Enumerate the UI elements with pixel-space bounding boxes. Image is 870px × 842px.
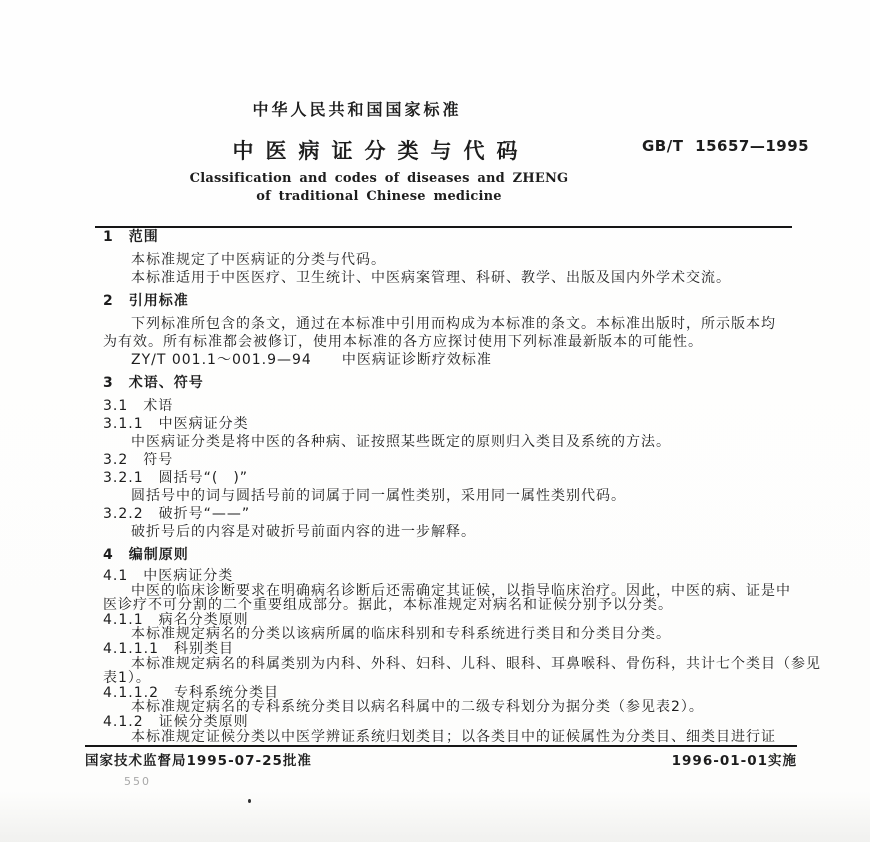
dash-definition-line: 破折号后的内容是对破折号前面内容的进一步解释。 — [131, 524, 476, 540]
document-title: 中医病证分类与代码 — [232, 139, 530, 163]
scope-paragraph-line-1: 本标准规定了中医病证的分类与代码。 — [131, 252, 386, 268]
zheng-classification-line: 本标准规定证候分类以中医学辨证系统归划类目；以各类目中的证候属性为分类目、细类目进行证 — [131, 728, 776, 745]
heading-3-2-2: 3.2.2 破折号“——” — [103, 506, 251, 522]
heading-4-1: 4.1 中医病证分类 — [103, 568, 234, 584]
section-2-heading: 2 引用标准 — [103, 293, 189, 309]
disease-classification-line: 本标准规定病名的分类以该病所属的临床科别和专科系统进行类目和分类目分类。 — [131, 626, 671, 643]
heading-4-1-1-1: 4.1.1.1 科别类目 — [103, 640, 234, 657]
page-number: 550 — [124, 775, 151, 788]
scope-paragraph-line-2: 本标准适用于中医医疗、卫生统计、中医病案管理、科研、教学、出版及国内外学术交流。 — [131, 270, 731, 286]
standard-code: GB/T 15657—1995 — [642, 137, 810, 155]
heading-4-1-1-2: 4.1.1.2 专科系统分类目 — [103, 684, 279, 701]
section-1-heading: 1 范围 — [103, 229, 159, 245]
approval-footer — [85, 749, 797, 769]
references-paragraph-line-2: 为有效。所有标准都会被修订，使用本标准的各方应探讨使用下列标准最新版本的可能性。 — [103, 334, 703, 350]
heading-4-1-2: 4.1.2 证候分类原则 — [103, 713, 249, 730]
specialty-classification-line: 本标准规定病名的专科系统分类目以病名科属中的二级专科划分为据分类（参见表2）。 — [131, 699, 704, 716]
english-title-line-1: Classification and codes of diseases and ZHENG — [189, 171, 569, 186]
national-standard-label: 中华人民共和国国家标准 — [252, 100, 462, 119]
footer-divider-rule — [85, 745, 797, 747]
section-4-heading: 4 编制原则 — [103, 547, 189, 563]
heading-3-1: 3.1 术语 — [103, 398, 174, 414]
section-4-body — [103, 568, 821, 745]
heading-3-2-1: 3.2.1 圆括号“( )” — [103, 470, 249, 486]
english-title-line-2: of traditional Chinese medicine — [256, 189, 502, 204]
principle-paragraph-line-2: 医诊疗不可分割的二个重要组成部分。据此，本标准规定对病名和证候分别予以分类。 — [103, 597, 673, 614]
heading-3-2: 3.2 符号 — [103, 452, 174, 468]
section-3-heading: 3 术语、符号 — [103, 375, 204, 391]
effective-date-text: 1996-01-01实施 — [671, 753, 797, 769]
term-definition-line: 中医病证分类是将中医的各种病、证按照某些既定的原则归入类目及系统的方法。 — [131, 434, 671, 450]
approval-text: 国家技术监督局1995-07-25批准 — [85, 753, 312, 769]
referenced-standard-line: ZY/T 001.1～001.9—94 中医病证诊断疗效标准 — [131, 352, 492, 368]
document-body — [103, 228, 821, 745]
heading-4-1-1: 4.1.1 病名分类原则 — [103, 611, 249, 628]
scan-ink-dot — [248, 799, 251, 803]
heading-3-1-1: 3.1.1 中医病证分类 — [103, 416, 249, 432]
category-paragraph-line-2: 表1）。 — [103, 670, 151, 687]
category-paragraph-line-1: 本标准规定病名的科属类别为内科、外科、妇科、儿科、眼科、耳鼻喉科、骨伤科，共计七个类目（参见 — [131, 655, 821, 672]
references-paragraph-line-1: 下列标准所包含的条文，通过在本标准中引用而构成为本标准的条文。本标准出版时，所示版本均 — [131, 316, 776, 332]
principle-paragraph-line-1: 中医的临床诊断要求在明确病名诊断后还需确定其证候，以指导临床治疗。因此，中医的病、证是中 — [131, 582, 791, 599]
parentheses-definition-line: 圆括号中的词与圆括号前的词属于同一属性类别，采用同一属性类别代码。 — [131, 488, 626, 504]
